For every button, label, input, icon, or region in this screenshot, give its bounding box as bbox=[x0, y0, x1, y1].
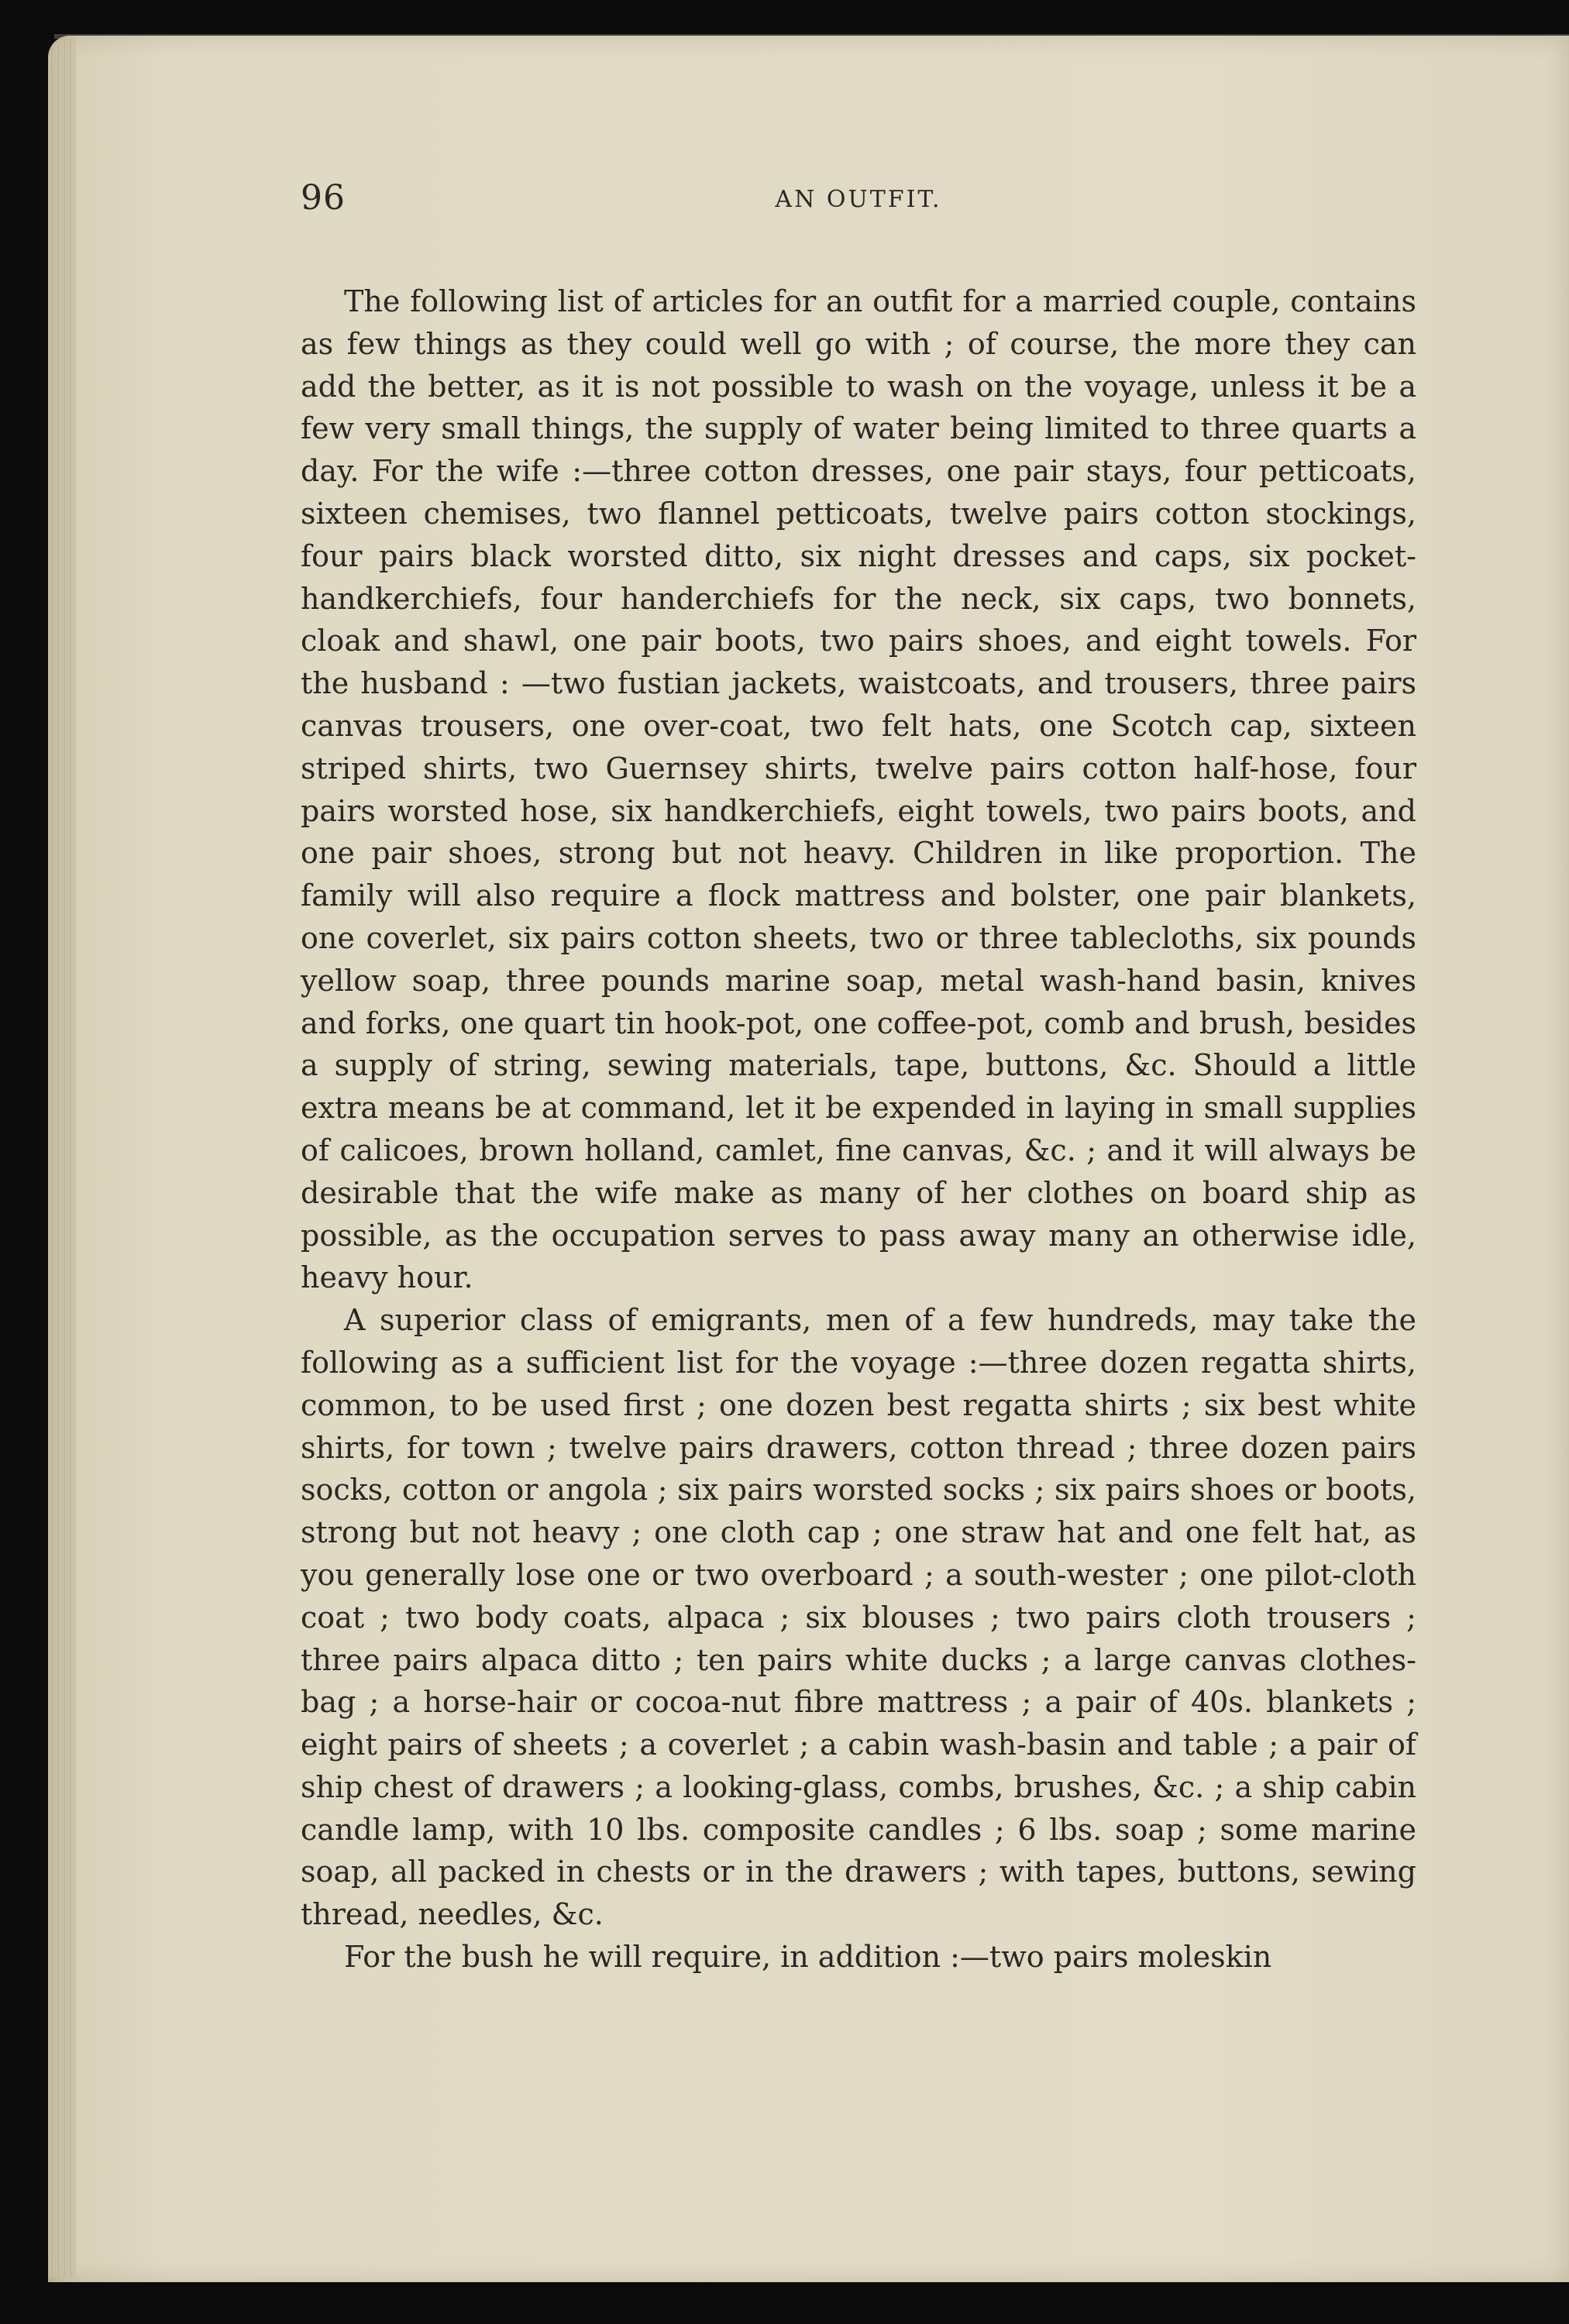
page-content bbox=[301, 178, 1416, 1978]
running-title: AN OUTFIT. bbox=[775, 186, 942, 213]
page-stack-edges bbox=[48, 39, 76, 2278]
paragraph-bush-requirements: For the bush he will require, in addition :—two pairs moleskin bbox=[344, 1940, 1272, 1975]
paragraph-outfit-married-couple: The following list of articles for an outfit for a married couple, contains as few things as they could well go with ; of course, the more they can add the better, as it is not possible to wash on the voyage, unless it be a few very small things, the supply of water being limited to three quarts a day. For the wife :—three cotton dresses, one pair stays, four petticoats, sixteen chemises, two flannel petticoats, twelve pairs cotton stockings, four pairs black worsted ditto, six night dresses and caps, six pocket-handkerchiefs, four handerchiefs for the neck, six caps, two bonnets, cloak and shawl, one pair boots, two pairs shoes, and eight towels. For the husband : —two fustian jackets, waistcoats, and trousers, three pairs canvas trousers, one over-coat, two felt hats, one Scotch cap, sixteen striped shirts, two Guernsey shirts, twelve pairs cotton half-hose, four pairs worsted hose, six handkerchiefs, eight towels, two pairs boots, and one pair shoes, strong but not heavy. Children in like proportion. The family will also require a flock mattress and bolster, one pair blankets, one coverlet, six pairs cotton sheets, two or three tablecloths, six pounds yellow soap, three pounds marine soap, metal wash-hand basin, knives and forks, one quart tin hook-pot, one coffee-pot, comb and brush, besides a supply of string, sewing materials, tape, buttons, &c. Should a little extra means be at command, let it be expended in laying in small supplies of calicoes, brown holland, camlet, fine canvas, &c. ; and it will always be desirable that the wife make as many of her clothes on board ship as possible, as the occupation serves to pass away many an otherwise idle, heavy hour. bbox=[301, 284, 1416, 1295]
running-head bbox=[301, 178, 1416, 225]
paragraph-superior-emigrants: A superior class of emigrants, men of a few hundreds, may take the following as a sufficient list for the voyage :—three dozen regatta shirts, common, to be used first ; one dozen best regatta shirts ; six best white shirts, for town ; twelve pairs drawers, cotton thread ; three dozen pairs socks, cotton or angola ; six pairs worsted socks ; six pairs shoes or boots, strong but not heavy ; one cloth cap ; one straw hat and one felt hat, as you generally lose one or two overboard ; a south-wester ; one pilot-cloth coat ; two body coats, alpaca ; six blouses ; two pairs cloth trousers ; three pairs alpaca ditto ; ten pairs white ducks ; a large canvas clothes-bag ; a horse-hair or cocoa-nut fibre mattress ; a pair of 40s. blankets ; eight pairs of sheets ; a coverlet ; a cabin wash-basin and table ; a pair of ship chest of drawers ; a looking-glass, combs, brushes, &c. ; a ship cabin candle lamp, with 10 lbs. composite candles ; 6 lbs. soap ; some marine soap, all packed in chests or in the drawers ; with tapes, buttons, sewing thread, needles, &c. bbox=[301, 1303, 1416, 1932]
page-number: 96 bbox=[301, 178, 346, 218]
